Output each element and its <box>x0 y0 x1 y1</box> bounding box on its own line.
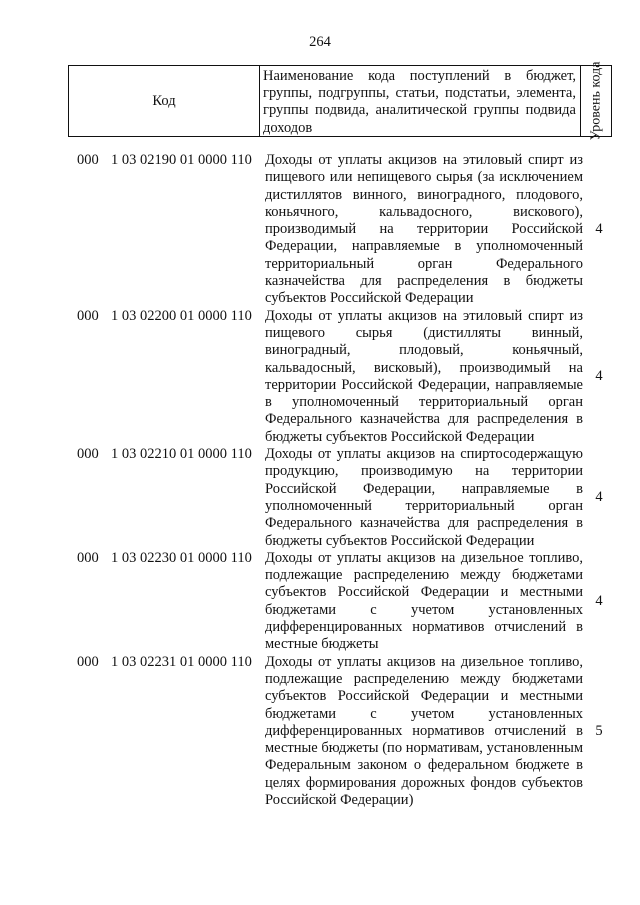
table-row <box>0 654 640 810</box>
table-row <box>0 446 640 550</box>
row-income-code: 1 03 02200 01 0000 110 <box>111 307 252 324</box>
row-income-code: 1 03 02231 01 0000 110 <box>111 653 252 670</box>
header-code-cell <box>69 66 260 136</box>
table-row <box>0 550 640 654</box>
table-row <box>0 152 640 308</box>
row-name: Доходы от уплаты акцизов на спиртосодержащую продукцию, производимую на территории Российской Федерации, направляемые в уполномоченный территориальный орган Федерального казначейства для распределения в бюджеты субъектов Российской Федерации <box>265 446 583 549</box>
row-name: Доходы от уплаты акцизов на этиловый спирт из пищевого или непищевого сырья (за исключением дистиллятов винного, виноградного, плодового, коньячного, кальвадосного, вискового), производимый на территории Российской Федерации, направляемые в уполномоченный территориальный орган Федерального казначейства для распределения в бюджеты субъектов Российской Федерации <box>265 152 583 307</box>
header-code-label: Код <box>152 92 176 109</box>
table-row <box>0 308 640 446</box>
row-level: 4 <box>595 489 603 506</box>
table-header <box>68 61 612 141</box>
row-income-code: 1 03 02210 01 0000 110 <box>111 446 252 463</box>
row-name: Доходы от уплаты акцизов на дизельное топливо, подлежащие распределению между бюджетами субъектов Российской Федерации и местными бюджетами с учетом установленных дифференцированных нормативов отчислений в местные бюджеты <box>265 549 583 653</box>
row-admin-code: 000 <box>77 446 99 463</box>
row-level: 4 <box>595 368 603 385</box>
header-name-cell <box>260 66 581 136</box>
row-level: 4 <box>595 221 603 238</box>
header-level-label: Уровень кода <box>588 61 604 141</box>
row-admin-code: 000 <box>77 152 99 168</box>
table-body <box>0 152 640 809</box>
header-name-label: Наименование кода поступлений в бюджет, группы, подгруппы, статьи, подстатьи, элемента, группы подвида, аналитической группы подвида доходов <box>263 68 576 136</box>
row-income-code: 1 03 02190 01 0000 110 <box>111 152 252 168</box>
row-admin-code: 000 <box>77 307 99 324</box>
header-level-cell <box>581 61 611 141</box>
page-number: 264 <box>309 34 331 50</box>
row-income-code: 1 03 02230 01 0000 110 <box>111 549 252 566</box>
row-level: 4 <box>595 593 603 610</box>
row-name: Доходы от уплаты акцизов на дизельное топливо, подлежащие распределению между бюджетами субъектов Российской Федерации и местными бюджетами с учетом установленных дифференцированных нормативов отчислений в местные бюджеты (по нормативам, установленным Федеральным законом о федеральном бюджете в целях формирования дорожных фондов субъектов Российской Федерации) <box>265 653 583 808</box>
row-admin-code: 000 <box>77 549 99 566</box>
row-admin-code: 000 <box>77 653 99 670</box>
row-level: 5 <box>595 722 603 739</box>
row-name: Доходы от уплаты акцизов на этиловый спирт из пищевого сырья (дистилляты винный, виноградный, плодовый, коньячный, кальвадосный, висковый), производимый на территории Российской Федерации, направляемые в уполномоченный территориальный орган Федерального казначейства для распределения в бюджеты субъектов Российской Федерации <box>265 307 583 445</box>
